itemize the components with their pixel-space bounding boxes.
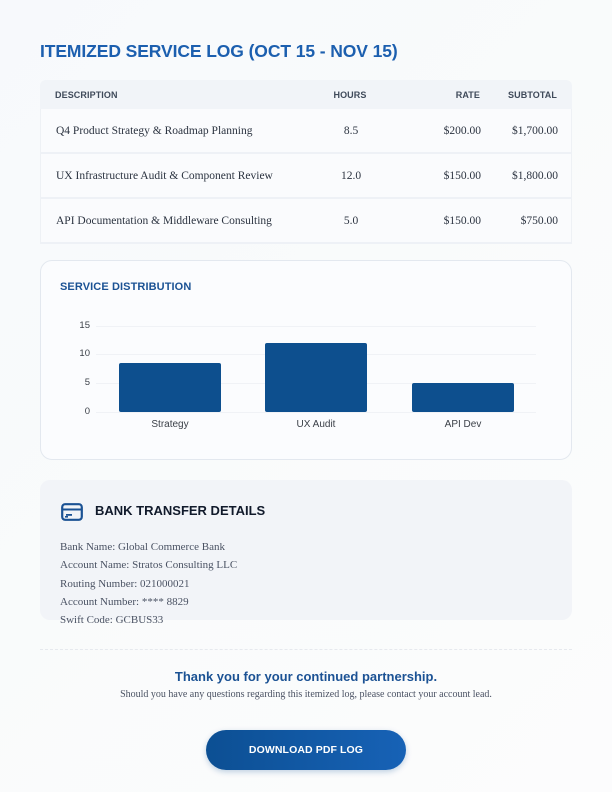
column-header-subtotal: SUBTOTAL [508, 89, 557, 100]
account-name: Account Name: Stratos Consulting LLC [60, 559, 238, 572]
cell-subtotal: $1,700.00 [512, 124, 558, 137]
cell-hours: 5.0 [343, 214, 359, 227]
cell-rate: $150.00 [443, 214, 481, 227]
x-label: Strategy [151, 419, 189, 430]
bank-details [60, 538, 237, 629]
table-header [40, 80, 572, 109]
cell-hours: 12.0 [340, 169, 362, 182]
divider [40, 649, 572, 650]
cell-description: Q4 Product Strategy & Roadmap Planning [56, 124, 253, 137]
y-tick: 5 [84, 377, 90, 388]
x-label: API Dev [444, 419, 482, 430]
bar-strategy [119, 363, 221, 412]
swift-code: Swift Code: GCBUS33 [60, 614, 164, 627]
contact-note: Should you have any questions regarding this itemized log, please contact your account lead. [120, 689, 492, 700]
table-row [40, 154, 572, 199]
thank-you-message: Thank you for your continued partnership. [174, 669, 438, 684]
gridline [96, 326, 536, 327]
y-tick: 15 [79, 320, 90, 331]
bar-api-dev [412, 383, 514, 412]
table-row [40, 199, 572, 244]
gridline [96, 412, 536, 413]
x-label: UX Audit [296, 419, 336, 430]
service-distribution-card [40, 260, 572, 460]
column-header-hours: HOURS [333, 89, 367, 100]
chart-title: SERVICE DISTRIBUTION [60, 281, 192, 293]
routing-number: Routing Number: 021000021 [60, 577, 190, 590]
service-log-table [40, 80, 572, 244]
bank-title: BANK TRANSFER DETAILS [95, 503, 266, 518]
account-number: Account Number: **** 8829 [60, 595, 189, 608]
cell-hours: 8.5 [343, 124, 359, 137]
bank-transfer-card [40, 480, 572, 627]
bank-name: Bank Name: Global Commerce Bank [60, 541, 225, 553]
credit-card-icon [61, 503, 83, 521]
column-header-rate: RATE [455, 89, 480, 100]
column-header-description: DESCRIPTION [55, 89, 118, 100]
y-tick: 0 [84, 406, 90, 417]
bar-chart [41, 261, 573, 461]
page-title: ITEMIZED SERVICE LOG (OCT 15 - NOV 15) [40, 41, 398, 61]
cell-rate: $150.00 [443, 169, 481, 182]
cell-subtotal: $1,800.00 [512, 169, 558, 182]
download-pdf-button[interactable]: DOWNLOAD PDF LOG [206, 730, 406, 770]
cell-rate: $200.00 [443, 124, 481, 137]
table-row [40, 109, 572, 154]
cell-description: API Documentation & Middleware Consulting [56, 214, 272, 227]
bar-ux-audit [265, 343, 367, 412]
cell-description: UX Infrastructure Audit & Component Review [56, 169, 273, 182]
cell-subtotal: $750.00 [520, 214, 558, 227]
y-tick: 10 [79, 348, 90, 359]
